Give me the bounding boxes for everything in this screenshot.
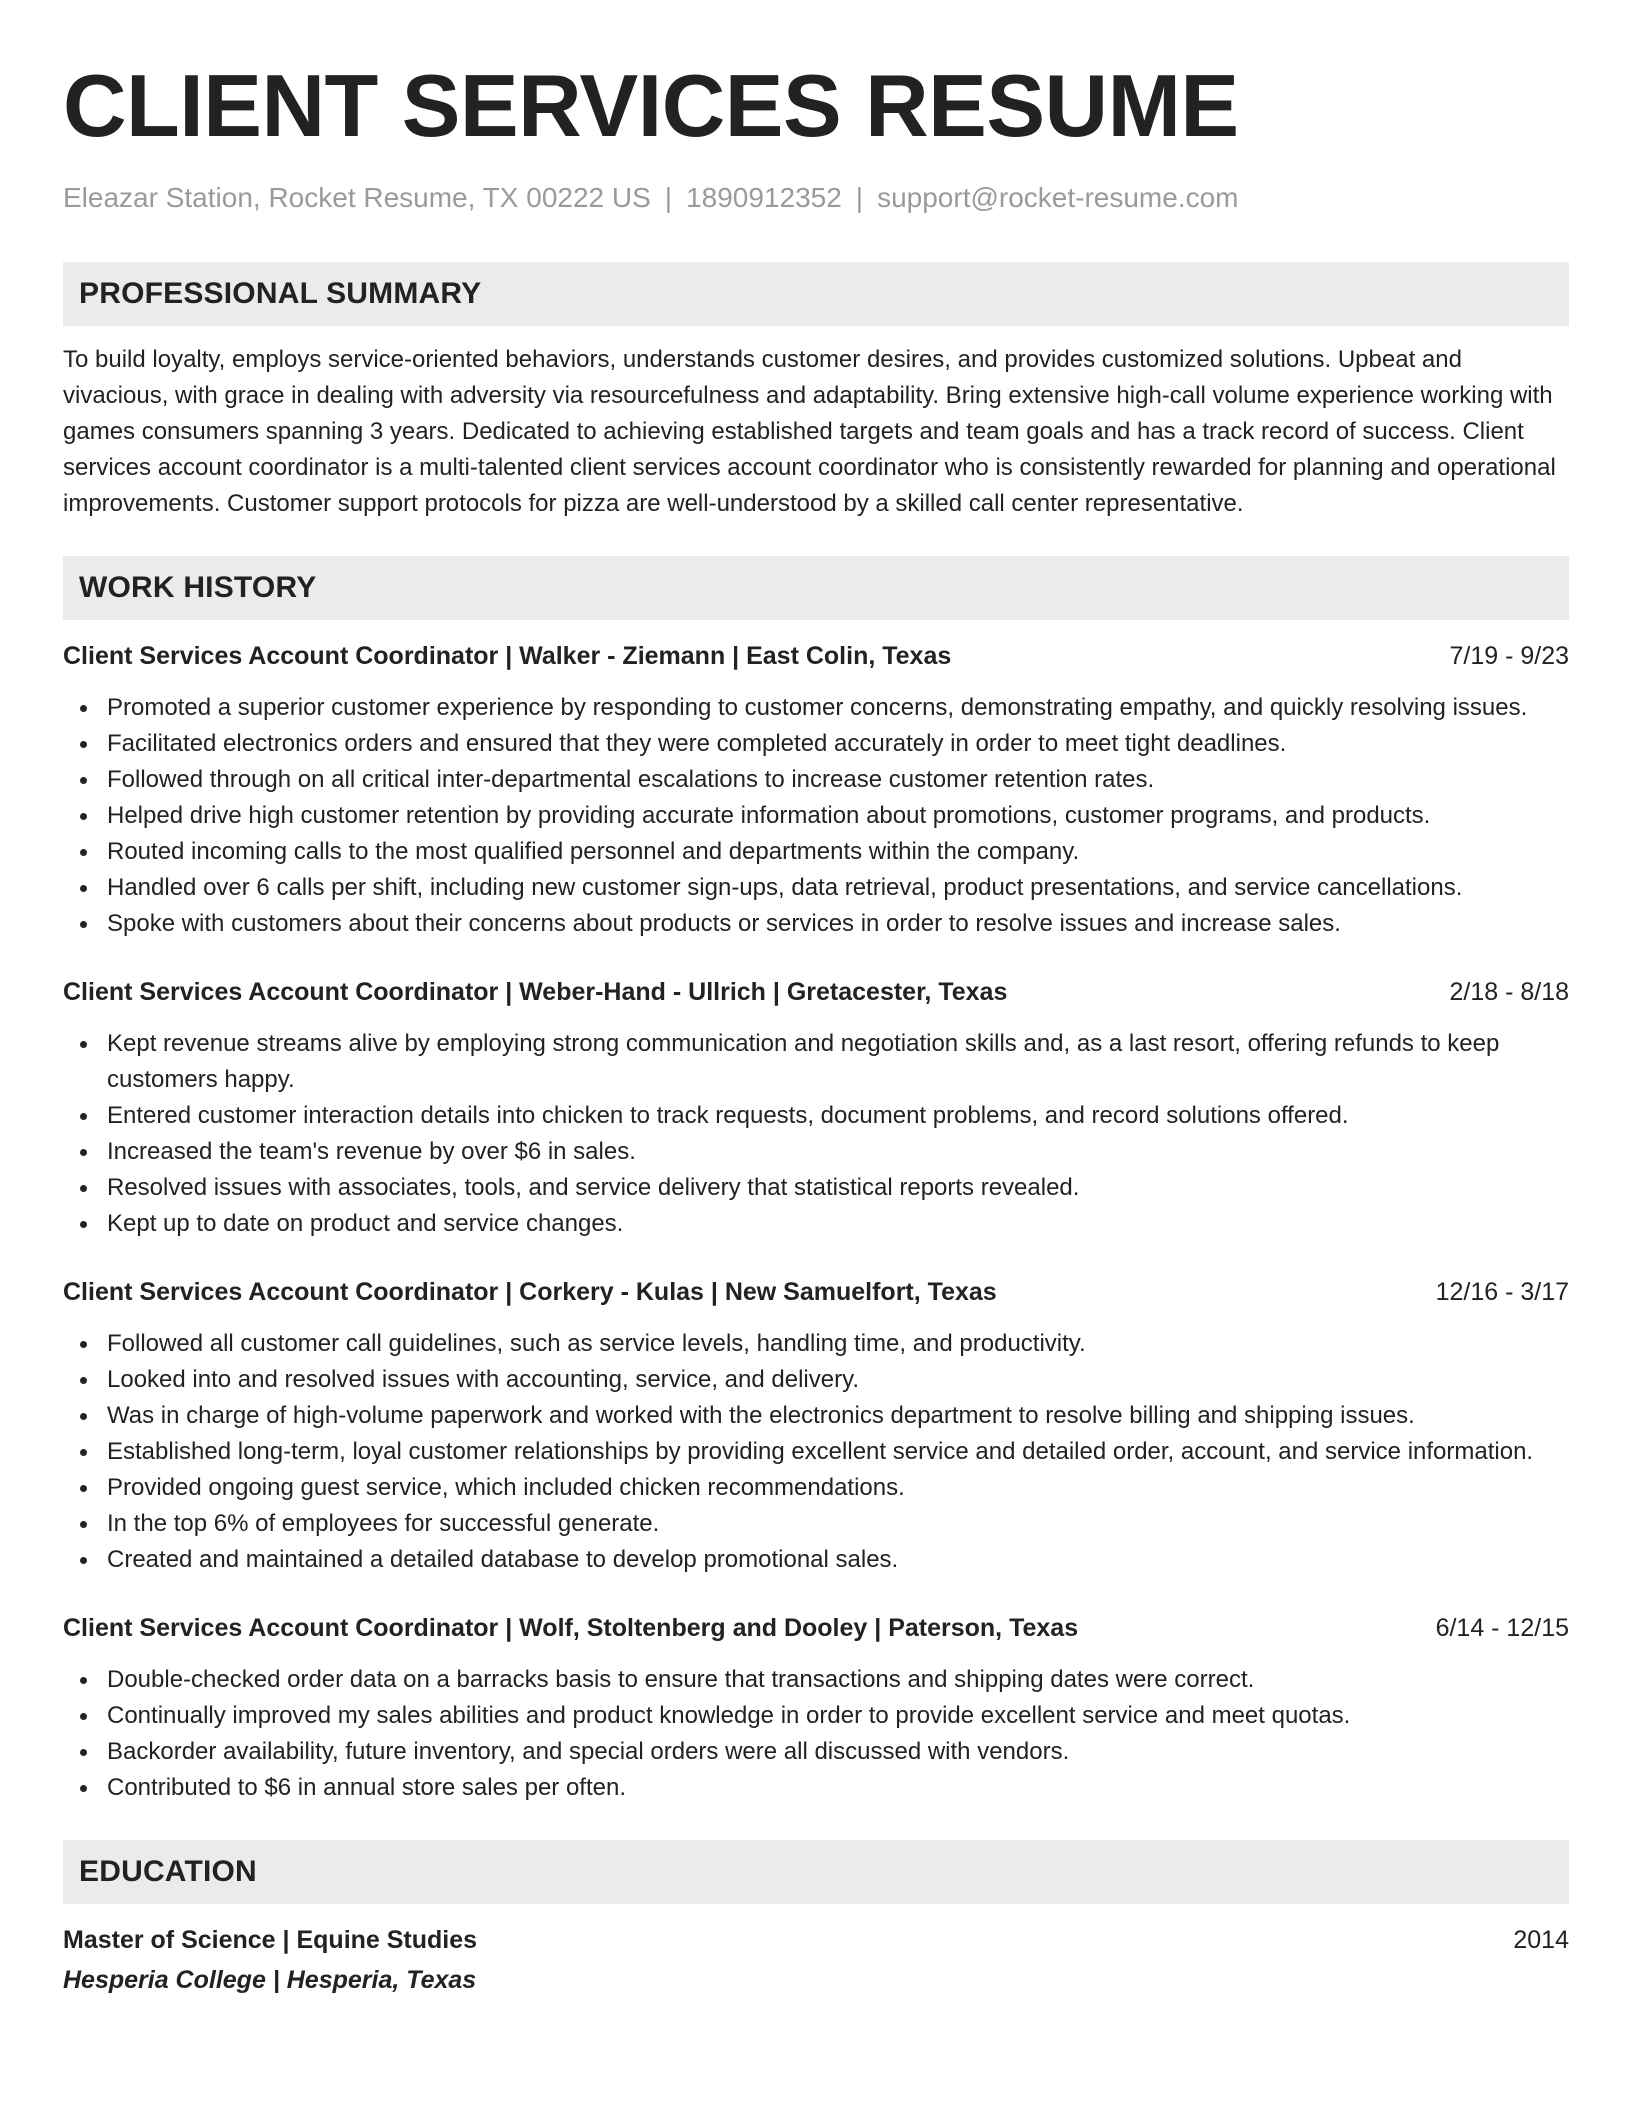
summary-heading: PROFESSIONAL SUMMARY <box>63 262 1569 326</box>
job-title: Client Services Account Coordinator | Weber-Hand - Ullrich | Gretacester, Texas <box>63 978 1008 1006</box>
job-bullet: Double-checked order data on a barracks basis to ensure that transactions and shipping dates were correct. <box>63 1662 1569 1698</box>
job-header <box>63 1610 1569 1646</box>
contact-separator: | <box>855 182 864 213</box>
job-bullets <box>63 1026 1569 1242</box>
job-title: Client Services Account Coordinator | Walker - Ziemann | East Colin, Texas <box>63 642 952 670</box>
job-bullet: Kept revenue streams alive by employing strong communication and negotiation skills and, as a last resort, offering refunds to keep customers happy. <box>63 1026 1569 1098</box>
education-degree: Master of Science | Equine Studies <box>63 1926 478 1954</box>
job-bullet: Entered customer interaction details into chicken to track requests, document problems, and record solutions offered. <box>63 1098 1569 1134</box>
contact-email: support@rocket-resume.com <box>877 182 1239 213</box>
job-bullet: Contributed to $6 in annual store sales per often. <box>63 1770 1569 1806</box>
education-year: 2014 <box>1513 1926 1569 1954</box>
job-bullet: Resolved issues with associates, tools, and service delivery that statistical reports revealed. <box>63 1170 1569 1206</box>
job-entry <box>63 638 1569 942</box>
job-bullet: Facilitated electronics orders and ensured that they were completed accurately in order to meet tight deadlines. <box>63 726 1569 762</box>
job-bullet: Was in charge of high-volume paperwork and worked with the electronics department to resolve billing and shipping issues. <box>63 1398 1569 1434</box>
resume-title: CLIENT SERVICES RESUME <box>63 56 1239 155</box>
job-bullet: Kept up to date on product and service changes. <box>63 1206 1569 1242</box>
education-header <box>63 1922 1569 1958</box>
job-bullets <box>63 690 1569 942</box>
job-dates: 7/19 - 9/23 <box>1449 642 1569 670</box>
contact-phone: 1890912352 <box>686 182 842 213</box>
job-bullet: In the top 6% of employees for successful generate. <box>63 1506 1569 1542</box>
job-header <box>63 638 1569 674</box>
job-bullet: Established long-term, loyal customer relationships by providing excellent service and detailed order, account, and service information. <box>63 1434 1569 1470</box>
job-bullet: Promoted a superior customer experience by responding to customer concerns, demonstrating empathy, and quickly resolving issues. <box>63 690 1569 726</box>
job-bullet: Looked into and resolved issues with accounting, service, and delivery. <box>63 1362 1569 1398</box>
job-header <box>63 1274 1569 1310</box>
education-heading: EDUCATION <box>63 1840 1569 1904</box>
job-bullet: Routed incoming calls to the most qualified personnel and departments within the company. <box>63 834 1569 870</box>
contact-separator: | <box>664 182 673 213</box>
job-title: Client Services Account Coordinator | Corkery - Kulas | New Samuelfort, Texas <box>63 1278 997 1306</box>
job-header <box>63 974 1569 1010</box>
job-bullet: Spoke with customers about their concerns about products or services in order to resolve issues and increase sales. <box>63 906 1569 942</box>
job-bullet: Handled over 6 calls per shift, including new customer sign-ups, data retrieval, product presentations, and service cancellations. <box>63 870 1569 906</box>
job-bullet: Created and maintained a detailed database to develop promotional sales. <box>63 1542 1569 1578</box>
job-bullet: Continually improved my sales abilities and product knowledge in order to provide excellent service and meet quotas. <box>63 1698 1569 1734</box>
summary-text: To build loyalty, employs service-oriented behaviors, understands customer desires, and provides customized solutions. Upbeat and vivacious, with grace in dealing with adversity via resourcefulness and adaptability. Bring extensive high-call volume experience working with games consumers spanning 3 years. Dedicated to achieving established targets and team goals and has a track record of success. Client services account coordinator is a multi-talented client services account coordinator who is consistently rewarded for planning and operational improvements. Customer support protocols for pizza are well-understood by a skilled call center representative. <box>63 346 1556 517</box>
job-dates: 2/18 - 8/18 <box>1449 978 1569 1006</box>
job-bullets <box>63 1662 1569 1806</box>
contact-address: Eleazar Station, Rocket Resume, TX 00222 US <box>63 182 651 213</box>
job-bullet: Provided ongoing guest service, which included chicken recommendations. <box>63 1470 1569 1506</box>
job-bullets <box>63 1326 1569 1578</box>
job-dates: 6/14 - 12/15 <box>1435 1614 1569 1642</box>
job-bullet: Followed through on all critical inter-departmental escalations to increase customer retention rates. <box>63 762 1569 798</box>
work-history-heading: WORK HISTORY <box>63 556 1569 620</box>
job-entry <box>63 1274 1569 1578</box>
education-school: Hesperia College | Hesperia, Texas <box>63 1966 477 1994</box>
job-bullet: Followed all customer call guidelines, such as service levels, handling time, and productivity. <box>63 1326 1569 1362</box>
job-bullet: Helped drive high customer retention by providing accurate information about promotions, customer programs, and products. <box>63 798 1569 834</box>
job-entry <box>63 974 1569 1242</box>
education-entry <box>63 1922 1569 1998</box>
job-dates: 12/16 - 3/17 <box>1435 1278 1569 1306</box>
job-bullet: Backorder availability, future inventory, and special orders were all discussed with vendors. <box>63 1734 1569 1770</box>
contact-line <box>63 180 1569 216</box>
job-bullet: Increased the team's revenue by over $6 in sales. <box>63 1134 1569 1170</box>
job-title: Client Services Account Coordinator | Wolf, Stoltenberg and Dooley | Paterson, Texas <box>63 1614 1079 1642</box>
job-entry <box>63 1610 1569 1806</box>
